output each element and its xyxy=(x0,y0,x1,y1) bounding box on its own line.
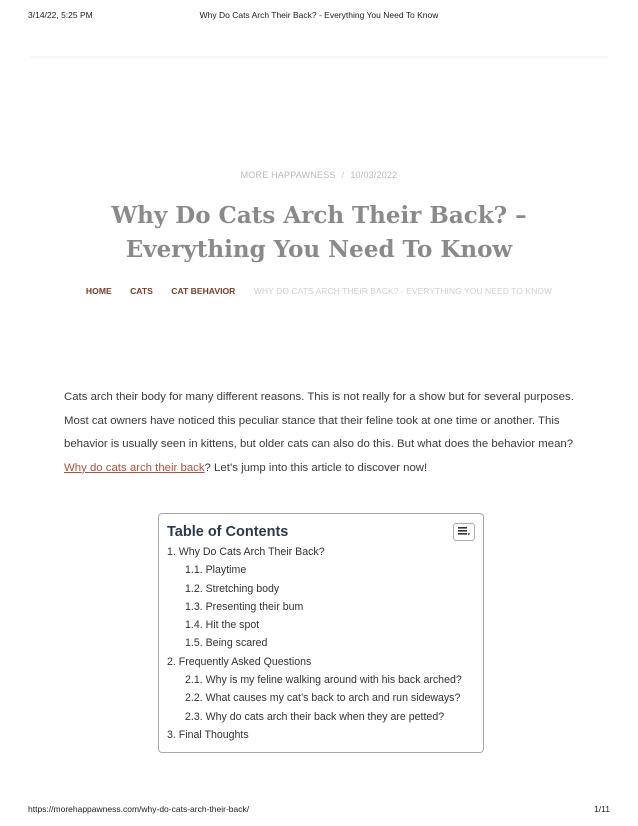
post-date: 10/03/2022 xyxy=(350,170,398,180)
intro-text: Cats arch their body for many different reasons. This is not really for a show but for several purposes. Most cat owners have noticed this peculiar stance that their feline took at one time or another. This behavior is usually seen in kittens, but older cats can also do this. But what does the behavior mean? xyxy=(64,391,574,450)
breadcrumb xyxy=(0,286,638,296)
print-datetime: 3/14/22, 5:25 PM xyxy=(28,10,93,20)
toc-item[interactable]: 1.4. Hit the spot xyxy=(185,619,260,632)
toc-item[interactable]: 1. Why Do Cats Arch Their Back? xyxy=(167,546,325,558)
list-toggle-icon[interactable] xyxy=(453,523,475,541)
intro-paragraph xyxy=(64,386,576,480)
toc-item[interactable]: 1.5. Being scared xyxy=(185,637,268,650)
toc-item[interactable]: 1.2. Stretching body xyxy=(185,582,280,595)
toc-item[interactable]: 2.2. What causes my cat’s back to arch and run sideways? xyxy=(185,692,461,705)
print-footer xyxy=(28,804,610,816)
toc-item[interactable]: 1.1. Playtime xyxy=(185,564,247,577)
breadcrumb-cat-behavior[interactable]: CAT BEHAVIOR xyxy=(171,286,236,296)
toc-item[interactable]: 2. Frequently Asked Questions xyxy=(167,655,312,668)
toc-item[interactable]: 2.3. Why do cats arch their back when they are petted? xyxy=(185,710,445,723)
article-link[interactable]: Why do cats arch their back xyxy=(64,461,205,474)
print-page-number: 1/11 xyxy=(594,804,610,814)
toc-item[interactable]: 3. Final Thoughts xyxy=(167,728,249,741)
site-name-link[interactable]: MORE HAPPAWNESS xyxy=(240,170,336,180)
article-title: Why Do Cats Arch Their Back? – Everything You Need To Know xyxy=(111,202,527,263)
meta-separator: / xyxy=(341,170,345,180)
list-icon xyxy=(458,527,470,537)
print-url: https://morehappawness.com/why-do-cats-arch-their-back/ xyxy=(28,804,250,814)
breadcrumb-current: WHY DO CATS ARCH THEIR BACK? - EVERYTHING YOU NEED TO KNOW xyxy=(253,286,553,296)
print-header xyxy=(28,10,610,24)
table-of-contents xyxy=(158,513,484,753)
toc-item[interactable]: 2.1. Why is my feline walking around with his back arched? xyxy=(185,674,462,687)
breadcrumb-home[interactable]: HOME xyxy=(85,286,112,296)
intro-text-end: ? Let’s jump into this article to discover now! xyxy=(204,461,428,474)
print-page-title: Why Do Cats Arch Their Back? - Everything You Need To Know xyxy=(199,10,439,20)
header-divider xyxy=(30,56,608,59)
breadcrumb-cats[interactable]: CATS xyxy=(130,286,153,296)
post-meta xyxy=(0,170,638,180)
toc-item[interactable]: 1.3. Presenting their bum xyxy=(185,600,304,613)
toc-list xyxy=(167,543,475,744)
toc-title: Table of Contents xyxy=(167,524,289,540)
